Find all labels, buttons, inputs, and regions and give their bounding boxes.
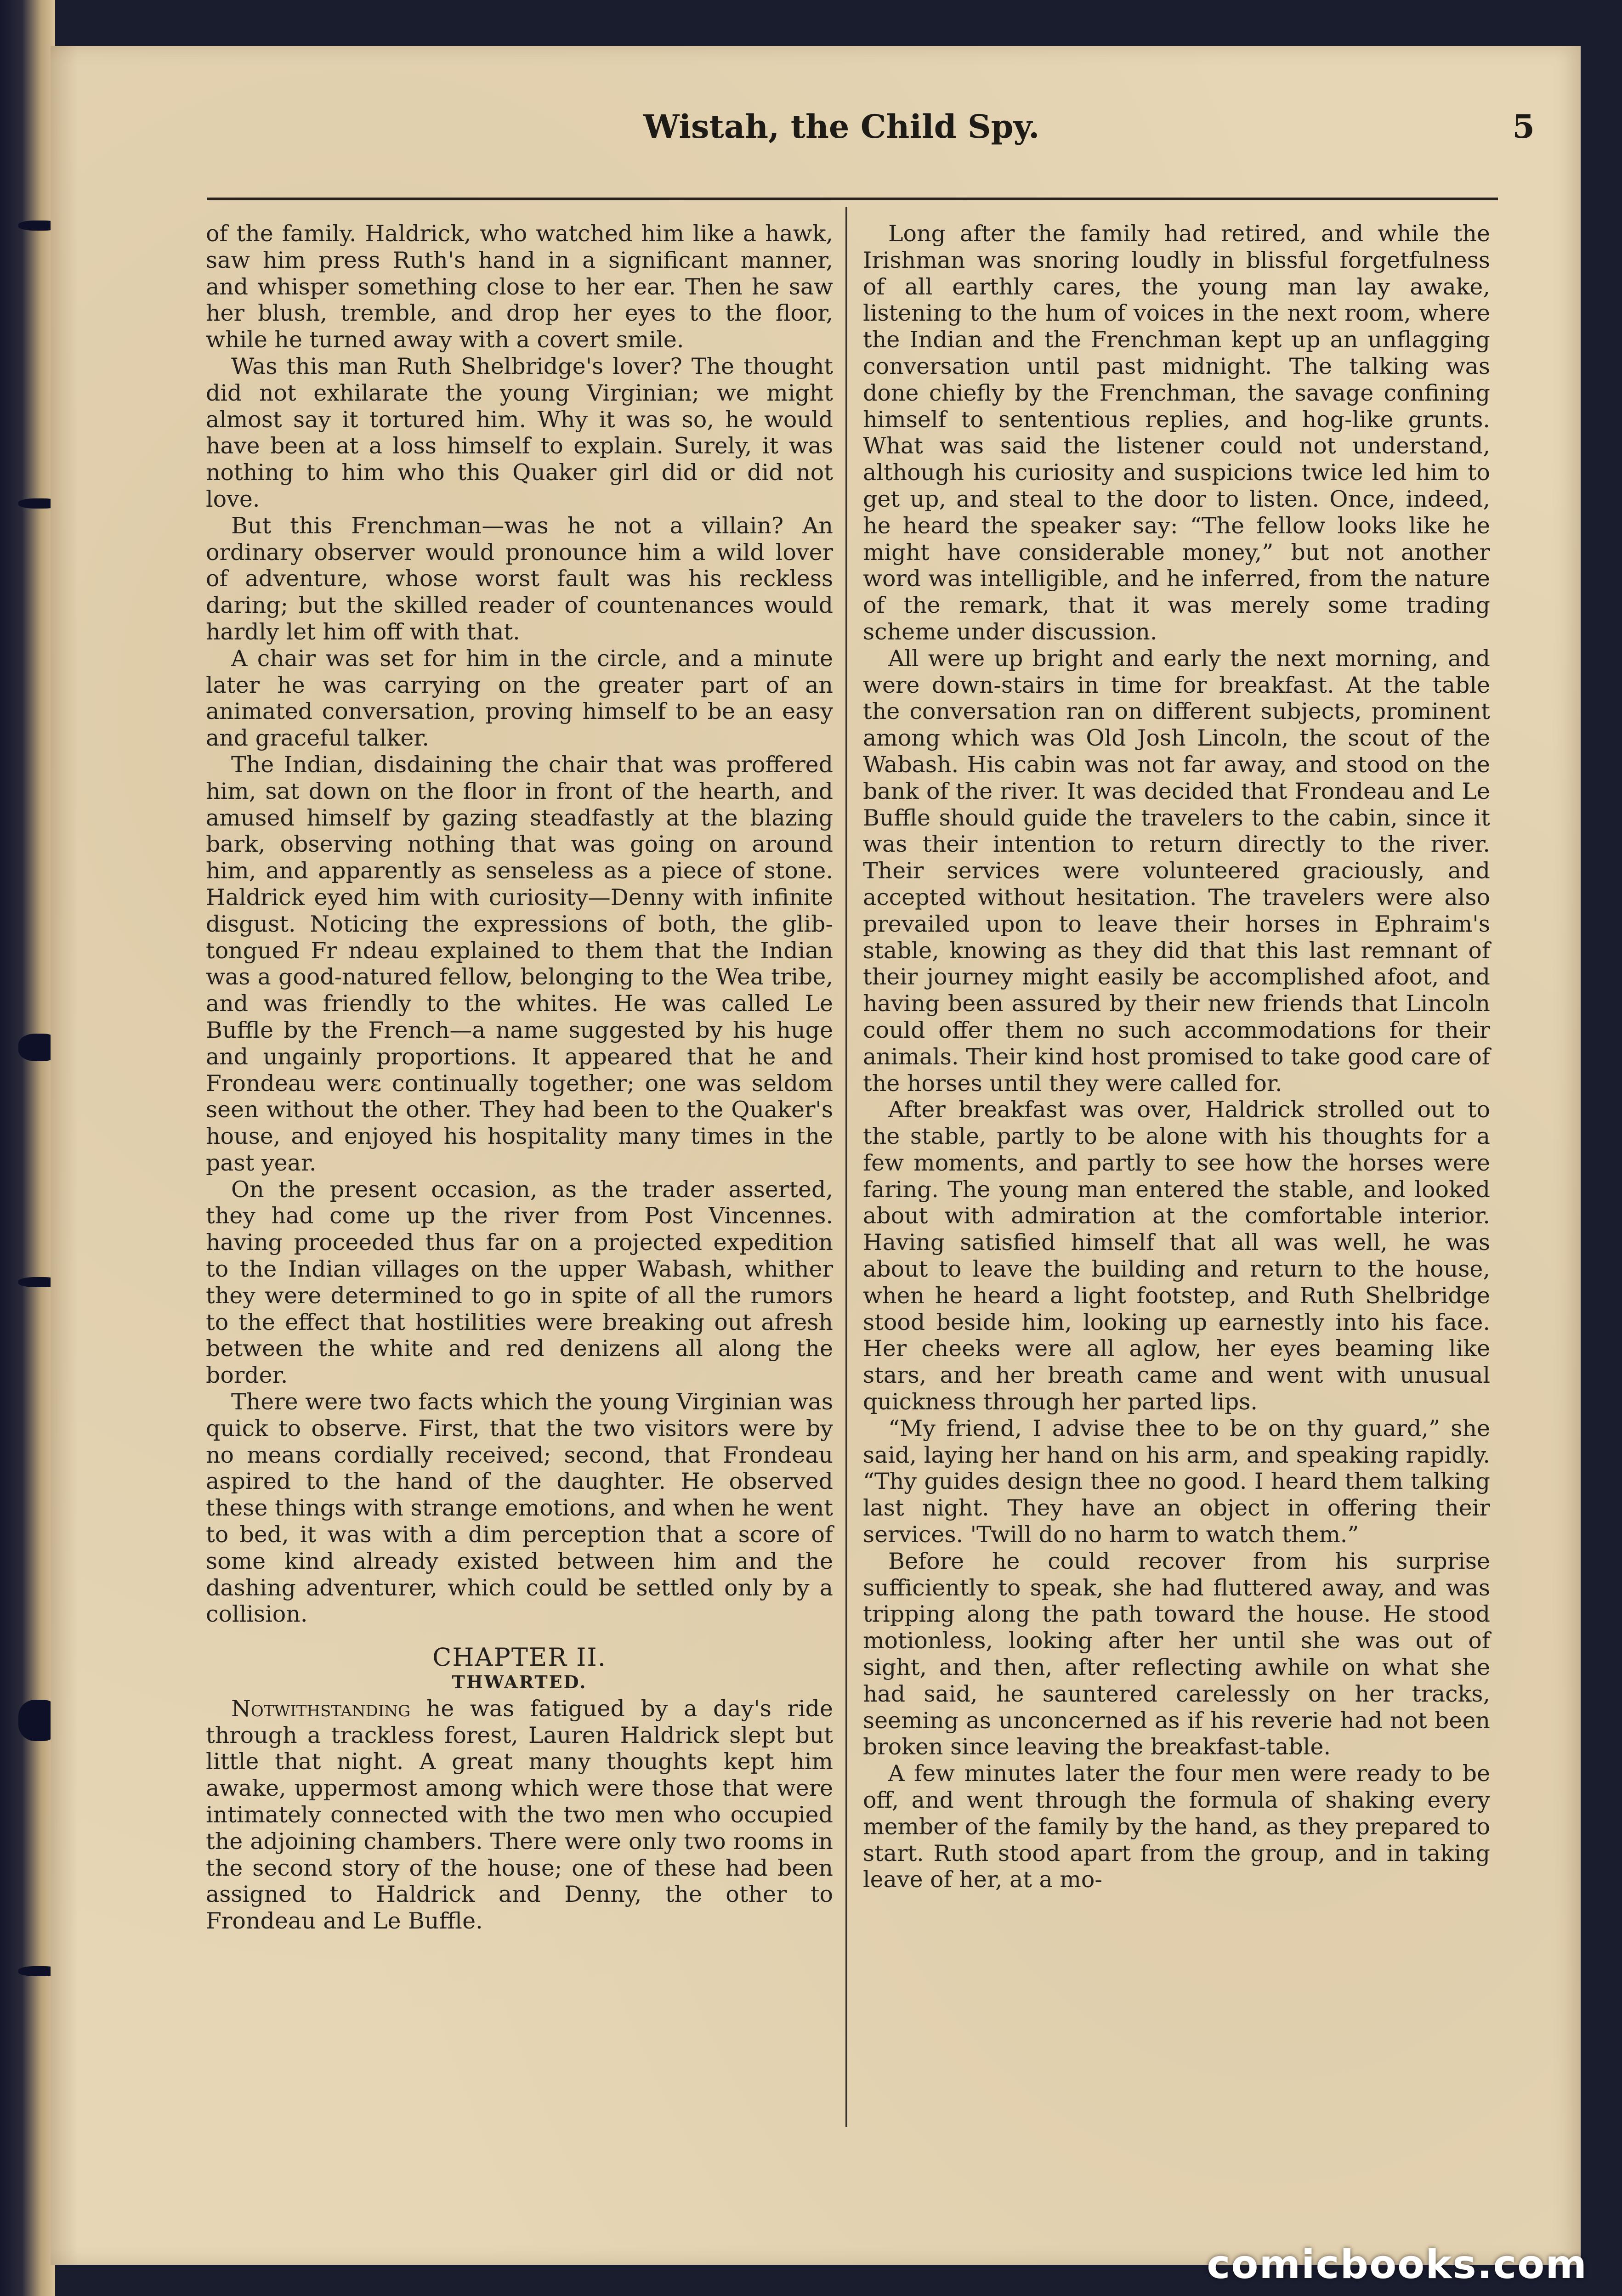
header-rule bbox=[207, 198, 1498, 200]
left-column bbox=[206, 221, 833, 1934]
right-column bbox=[863, 221, 1490, 1893]
chapter-opening-paragraph bbox=[206, 1696, 833, 1934]
column-divider bbox=[845, 207, 847, 2127]
chapter-lead-word: Notwithstanding bbox=[231, 1695, 411, 1722]
paragraph: of the family. Haldrick, who watched him like a hawk, saw him press Ruth's hand in a significant manner, and whisper something close to her ear. Then he saw her blush, tremble, and drop her eyes to the floor, while he turned away with a covert smile. bbox=[206, 221, 833, 353]
paragraph: A chair was set for him in the circle, and a minute later he was carrying on the greater part of an animated conversation, proving himself to be an easy and graceful talker. bbox=[206, 645, 833, 752]
paragraph: “My friend, I advise thee to be on thy guard,” she said, laying her hand on his arm, and speaking rapidly. “Thy guides design thee no good. I heard them talking last night. They have an object in offering their services. 'Twill do no harm to watch them.” bbox=[863, 1415, 1490, 1548]
running-header bbox=[597, 99, 1535, 154]
paragraph: Before he could recover from his surprise sufficiently to speak, she had fluttered away, and was tripping along the path toward the house. He stood motionless, looking after her until she was out of sight, and then, after reflecting awhile on what she had said, he sauntered carelessly on her tracks, seeming as unconcerned as if his reverie had not been broken since leaving the breakfast-table. bbox=[863, 1548, 1490, 1760]
paragraph: The Indian, disdaining the chair that was proffered him, sat down on the floor in front of the hearth, and amused himself by gazing steadfastly at the blazing bark, observing nothing that was going on around him, and apparently as senseless as a piece of stone. Haldrick eyed him with curiosity—Denny with infinite disgust. Noticing the expressions of both, the glib-tongued Fr ndeau explained to them that the Indian was a good-natured fellow, belonging to the Wea tribe, and was friendly to the whites. He was called Le Buffle by the French—a name suggested by his huge and ungainly proportions. It appeared that he and Frondeau werε continually together; one was seldom seen without the other. They had been to the Quaker's house, and enjoyed his hospitality many times in the past year. bbox=[206, 751, 833, 1176]
book-spine-backdrop bbox=[0, 0, 55, 2296]
chapter-heading: CHAPTER II. bbox=[432, 1643, 607, 1672]
paragraph: Long after the family had retired, and while the Irishman was snoring loudly in blissful forgetfulness of all earthly cares, the young man lay awake, listening to the hum of voices in the next room, where the Indian and the Frenchman kept up an unflagging conversation until past midnight. The talking was done chiefly by the Frenchman, the savage confining himself to sententious replies, and hog-like grunts. What was said the listener could not understand, although his curiosity and suspicions twice led him to get up, and steal to the door to listen. Once, indeed, he heard the speaker say: “The fellow looks like he might have considerable money,” but not another word was intelligible, and he inferred, from the nature of the remark, that it was merely some trading scheme under discussion. bbox=[863, 221, 1490, 645]
running-title: Wistah, the Child Spy. bbox=[643, 107, 1040, 146]
chapter-opening-text: he was fatigued by a day's ride through a trackless forest, Lauren Haldrick slept but little that night. A great many thoughts kept him awake, uppermost among which were those that were intimately connected with the two men who occupied the adjoining chambers. There were only two rooms in the second story of the house; one of these had been assigned to Haldrick and Denny, the other to Frondeau and Le Buffle. bbox=[206, 1695, 833, 1934]
paragraph: But this Frenchman—was he not a villain? An ordinary observer would pronounce him a wild lover of adventure, whose worst fault was his reckless daring; but the skilled reader of countenances would hardly let him off with that. bbox=[206, 512, 833, 645]
paragraph: All were up bright and early the next morning, and were down-stairs in time for breakfast. At the table the conversation ran on different subjects, prominent among which was Old Josh Lincoln, the scout of the Wabash. His cabin was not far away, and stood on the bank of the river. It was decided that Frondeau and Le Buffle should guide the travelers to the cabin, since it was their intention to return directly to the river. Their services were volunteered graciously, and accepted without hesitation. The travelers were also prevailed upon to leave their horses in Ephraim's stable, knowing as they did that this last remnant of their journey might easily be accomplished afoot, and having been assured by their new friends that Lincoln could offer them no such accommodations for their animals. Their kind host promised to take good care of the horses until they were called for. bbox=[863, 645, 1490, 1097]
paragraph: On the present occasion, as the trader asserted, they had come up the river from Post Vincennes. having proceeded thus far on a projected expedition to the Indian villages on the upper Wabash, whither they were determined to go in spite of all the rumors to the effect that hostilities were breaking out afresh between the white and red denizens all along the border. bbox=[206, 1176, 833, 1389]
paragraph: After breakfast was over, Haldrick strolled out to the stable, partly to be alone with his thoughts for a few moments, and partly to see how the horses were faring. The young man entered the stable, and looked about with admiration at the comfortable interior. Having satisfied himself that all was well, he was about to leave the building and return to the house, when he heard a light footstep, and Ruth Shelbridge stood beside him, looking up earnestly into his face. Her cheeks were all aglow, her eyes beaming like stars, and her breath came and went with unusual quickness through her parted lips. bbox=[863, 1097, 1490, 1415]
chapter-subtitle: THWARTED. bbox=[452, 1672, 587, 1693]
paragraph: A few minutes later the four men were ready to be off, and went through the formula of shaking every member of the family by the hand, as they prepared to start. Ruth stood apart from the group, and in taking leave of her, at a mo- bbox=[863, 1760, 1490, 1893]
paragraph: Was this man Ruth Shelbridge's lover? The thought did not exhilarate the young Virginian; we might almost say it tortured him. Why it was so, he would have been at a loss himself to explain. Surely, it was nothing to him who this Quaker girl did or did not love. bbox=[206, 353, 833, 512]
paragraph: There were two facts which the young Virginian was quick to observe. First, that the two visitors were by no means cordially received; second, that Frondeau aspired to the hand of the daughter. He observed these things with strange emotions, and when he went to bed, it was with a dim perception that a score of some kind already existed between him and the dashing adventurer, which could be settled only by a collision. bbox=[206, 1389, 833, 1628]
page-number: 5 bbox=[1512, 107, 1535, 146]
watermark: comicbooks.com bbox=[1207, 2242, 1588, 2288]
